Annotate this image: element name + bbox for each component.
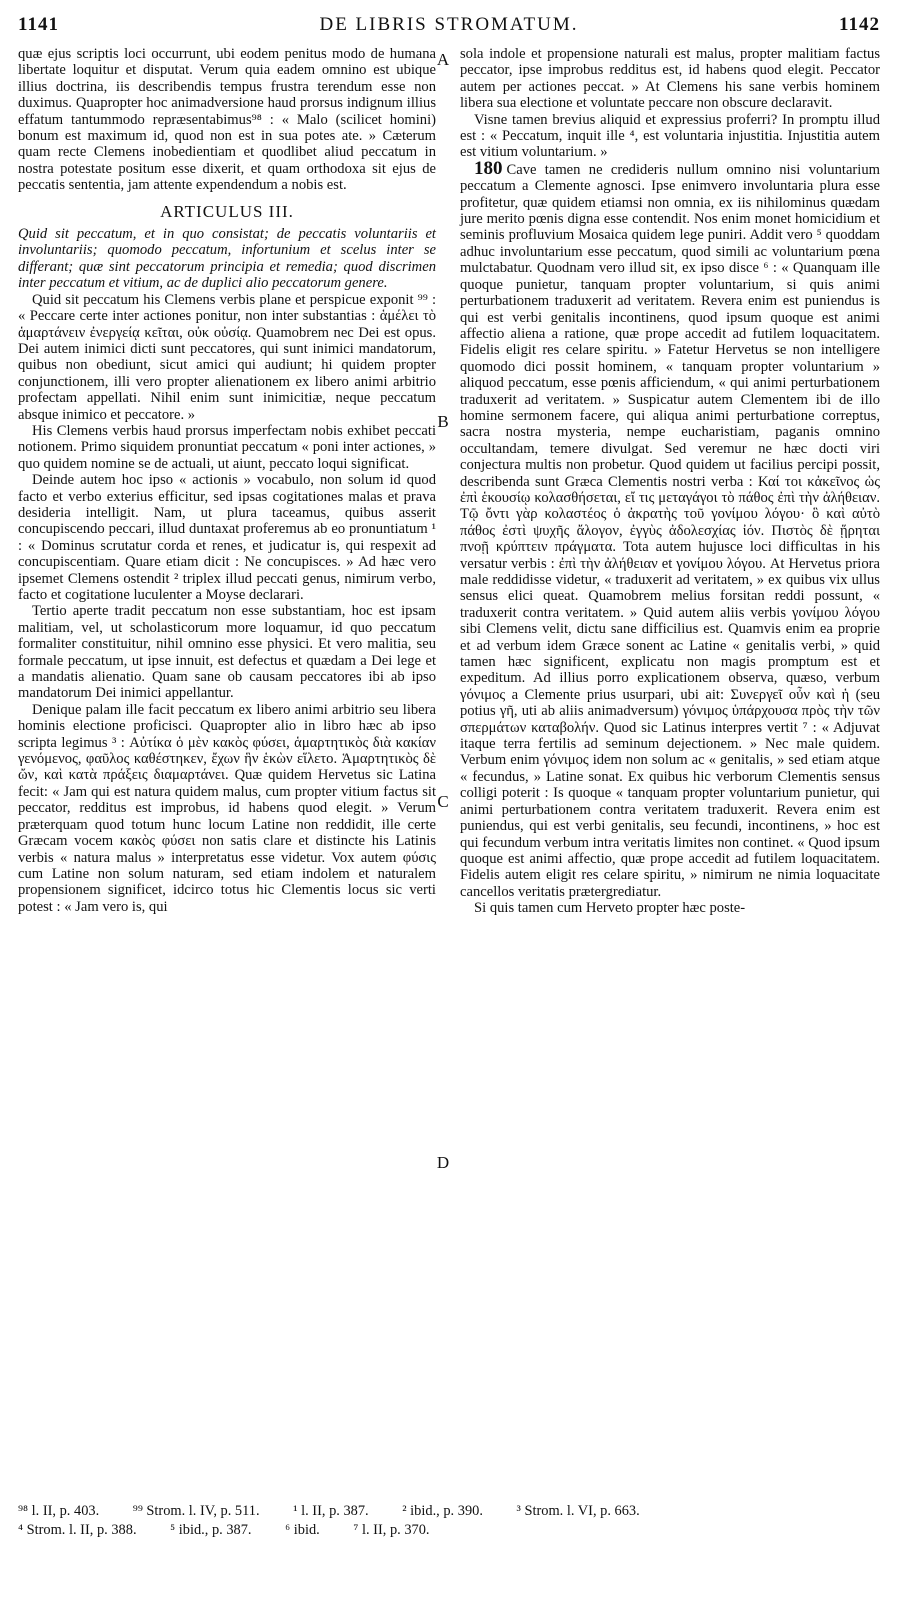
footnotes — [18, 1502, 880, 1540]
section-number: 180 — [474, 157, 503, 179]
page-number-right: 1142 — [839, 14, 880, 35]
footnote: ⁹⁸ l. II, p. 403. — [18, 1503, 100, 1519]
left-paragraph-5: Tertio aperte tradit peccatum non esse substantiam, hoc est ipsam malitiam, vel, ut scholasticorum more loquamur, id quo peccatum formaliter constituitur, nihil omnino esse physici. Et vero malitia, seu formale peccatum, ut ipse innuit, est defectus et quædam a Dei lege et a mandatis alienatio. Quam sane ob causam peccatores ibi ab ipso mandatorum Dei inimici appellantur. — [18, 603, 436, 702]
article-title: ARTICULUS III. — [160, 201, 294, 221]
page-header — [18, 14, 880, 40]
margin-letter-a: A — [436, 50, 450, 69]
right-column — [460, 46, 880, 917]
footnote: ² ibid., p. 390. — [402, 1503, 483, 1519]
margin-letter-c: C — [437, 792, 449, 811]
right-paragraph-2: Visne tamen brevius aliquid et expressius proferri? In promptu illud est : « Peccatum, inquit ille ⁴, est voluntaria injustitia. Injustitia autem est vitium voluntarium. » — [460, 111, 880, 161]
left-paragraph-2: Quid sit peccatum his Clemens verbis plane et perspicue exponit ⁹⁹ : « Peccare certe inter actiones ponitur, non inter substantias : ἁμέλει τὸ ἁμαρτάνειν ἐνεργείᾳ κεῖται, οὐκ οὐσίᾳ. Quamobrem nec Dei est opus. Dei autem inimici dicti sunt peccatores, qui sunt inimici mandatorum, quibus non obediunt, sicut amici qui audiunt; hi quidem propter conjunctionem, illi vero propter alienationem ex libero animi arbitrio profectam appellati. Nihil enim sunt inimicitiæ, neque peccatum absque inimico et peccatore. » — [18, 291, 436, 423]
left-column — [18, 46, 436, 915]
left-paragraph-3: His Clemens verbis haud prorsus imperfectam nobis exhibet peccati notionem. Primo siquidem pronuntiat peccatum « poni inter actiones, » quo quidem nomine se de actuali, ut aiunt, peccato loqui significat. — [18, 422, 436, 472]
right-paragraph-4: Si quis tamen cum Herveto propter hæc poste- — [474, 900, 746, 917]
article-summary: Quid sit peccatum, et in quo consistat; de peccatis voluntariis et involuntariis; quomodo peccatum, infortunium et scelus inter se differant; quæ sint peccatorum principia et remedia; quod discrimen inter peccatum et vitium, ac de duplici alio peccatorum genere. — [18, 226, 436, 292]
right-paragraph-1: sola indole et propensione naturali est malus, propter malitiam factus peccator, ipse improbus redditus est, id habens quod elegit. Peccator autem per actiones peccat. » At Clemens his sane verbis hominem libera sua electione et voluntate peccare non obscure declaravit. — [460, 46, 880, 112]
left-paragraph-1: quæ ejus scriptis loci occurrunt, ubi eodem penitus modo de humana libertate loquitur et disputat. Verum quia eadem omnino est ubique illius doctrina, iis describendis tempus frustra terendum esse non duximus. Quapropter hoc animadversione haud prorsus indignum illius effatum tantummodo repræsentabimus⁹⁸ : « Malo (scilicet homini) bonum est maximum id, quod non est in sua potes ate. » Cæterum quam recte Clemens inobedientiam et quodlibet aliud peccatum in nostra potestate positum esse dixerit, et quam orthodoxa sit ejus de peccatis sententia, jam attente expendendum a nobis est. — [18, 46, 436, 194]
margin-letter-d: D — [436, 1153, 450, 1172]
footnote: ⁷ l. II, p. 370. — [353, 1522, 430, 1538]
left-paragraph-6: Denique palam ille facit peccatum ex libero animi arbitrio seu libera hominis electione proficisci. Quapropter alio in libro hæc ab ipso scripta legimus ³ : Αὐτίκα ὁ μὲν κακὸς φύσει, ἁμαρτητικὸς διὰ κακίαν γενόμενος, φαῦλος καθέστηκεν, ἔχων ἣν ἑκὼν εἵλετο. Ἁμαρτητικὸς δὲ ὤν, καὶ κατὰ πράξεις διαμαρτάνει. Quæ quidem Hervetus sic Latina fecit: « Jam qui est natura quidem malus, cum propter vitium factus sit peccator, redditus est improbus, id habens quod elegit. » Verum præterquam quod totum hunc locum Latine non reddidit, ille certe Græcam vocem κακὸς φύσει non satis clare et distincte his Latinis verbis « natura malus » interpretatus esse videtur. Vox autem φύσις cum Latine non solum naturam, sed etiam indolem et naturalem propensionem significet, idcirco totus hic Clementis locus sic verti potest : « Jam vero is, qui — [18, 701, 436, 915]
footnote: ⁴ Strom. l. II, p. 388. — [18, 1522, 137, 1538]
running-title: DE LIBRIS STROMATUM. — [319, 14, 579, 35]
footnote: ⁵ ibid., p. 387. — [170, 1522, 252, 1538]
footnote: ¹ l. II, p. 387. — [293, 1503, 369, 1519]
right-paragraph-3 — [460, 157, 880, 900]
right-paragraph-3-text: Cave tamen ne credideris nullum omnino nisi voluntarium peccatum a Clemente agnosci. Ipse enimvero involuntaria plura esse profitetur, quæ quidem etiamsi non omnia, ex iis nihilominus quædam jure merito pœnis digna esse contendit. Nos enim monet homicidium et seminis profluvium Mosaica quidem lege puniri. Addit vero ⁵ quoddam adhuc involuntarium esse peccatum, quod simili ac voluntarium pœna mulctabatur. Quodnam vero illud sit, ex ipso disce ⁶ : « Quanquam ille quoque punietur, tanquam propter voluntarium, si quis animi perturbationem traduxerit ad veritatem. Revera enim est puniendus is qui est verbi genitalis incontinens, quod ipsum quoque est animi affectio aliena a ratione, quæ prope accedit ad futilem loquacitatem. Fidelis eligit res celare spiritu. » Fatetur Hervetus se non intelligere quomodo dici possit hominem, « tanquam propter voluntarium » aliquod peccatum, esse pœnis afficiendum, « qui animi perturbationem traduxerit ad veritatem. » Suspicatur autem Clementem ibi de illo homine sermonem facere, qui aliqua animi perturbatione correptus, sacra nostra mysteria, nempe eucharistiam, paganis omnino occultandam, temere divulgat. Sed veremur ne hæc docti viri conjectura multis non probetur. Quod quidem ut facilius percipi possit, describenda sunt Græca Clementis nostri verba : Καί τοι κἀκεῖνος ὡς ἐπὶ ἑκουσίῳ κολασθήσεται, εἴ τις μεταγάγοι τὸ πάθος ἐπὶ τὴν ἀλήθειαν. Τῷ ὄντι γὰρ κολαστέος ὁ ἀκρατὴς τοῦ γονίμου λόγου· ὃ καὶ αὐτὸ πάθος ἐστὶ ψυχῆς ἄλογον, ἐγγὺς ἀδολεσχίας ἰόν. Πιστὸς δὲ ᾕρηται πνοῇ κρύπτειν πράγματα. Tota autem hujusce loci difficultas in his versatur verbis : ἐπὶ τὴν ἀλήθειαν et γονίμου λόγου. At Hervetus priora male reddidisse videtur, « traduxerit ad veritatem, » ex quibus vix ullus sensus elici queat. Quamobrem melius forsitan reddi possunt, « traduxerit contra veritatem. » Quid autem aliis verbis γονίμου λόγου sibi Clemens velit, dictu sane difficilius est. Quamvis enim ea proprie et ad verbum idem Græce sonent ac Latine « genitalis verbi, » quid tamen hæc significent, explicatu non magis promptum est et expeditum. Ad illius porro explicationem observa, quæso, verbum γόνιμος a Clemente prius usurpari, ubi ait: Συνεργεῖ οὖν καὶ ἡ (seu potius γῆ, uti ab aliis animadversum) γόνιμος ὑπάρχουσα πρὸς τὴν τῶν σπερμάτων καταβολήν. Quod sic Latinus interpres vertit ⁷ : « Adjuvat itaque terra fertilis ad seminum dejectionem. » Nec male quidem. Verbum enim γόνιμος idem non solum ac « genitalis, » sed etiam atque « fecundus, » Latine sonat. Ex quibus hic verborum Clementis sensus colligi poterit : Is quoque « tanquam propter voluntarium punietur, qui animi perturbationem contra veritatem traduxerit. Revera enim est puniendus, qui est verbi genitalis, seu fecundi, incontinens, » hoc est qui fecundum verbum intra veritatis limites non continet. « Quod ipsum quoque est animi affectio, quæ prope accedit ad futilem loquacitatem. Fidelis autem eligit res celare spiritu, » nimirum ne nimia loquacitate cancellos veritatis prætergrediatur. — [460, 161, 880, 900]
footnote: ³ Strom. l. VI, p. 663. — [516, 1503, 640, 1519]
left-paragraph-4: Deinde autem hoc ipso « actionis » vocabulo, non solum id quod facto et verbo exterius efficitur, sed ipsas cogitationes malas et prava desideria intelligit. Nam, ut plura taceamus, quibus asserit concupiscendo peccari, illud duntaxat proferemus ab eo pronuntiatum ¹ : « Dominus scrutatur corda et renes, et judicatur is, qui respexit ad concupiscentiam. Quare etiam dicit : Ne concupisces. » Ad hæc vero ipsemet Clemens ostendit ² triplex illud peccati genus, nimirum verbo, facto et cogitatione luculenter a Moyse declarari. — [18, 472, 436, 603]
footnote: ⁶ ibid. — [285, 1522, 320, 1538]
page-number-left: 1141 — [18, 14, 59, 35]
margin-letter-b: B — [437, 412, 449, 431]
footnote: ⁹⁹ Strom. l. IV, p. 511. — [132, 1503, 260, 1519]
